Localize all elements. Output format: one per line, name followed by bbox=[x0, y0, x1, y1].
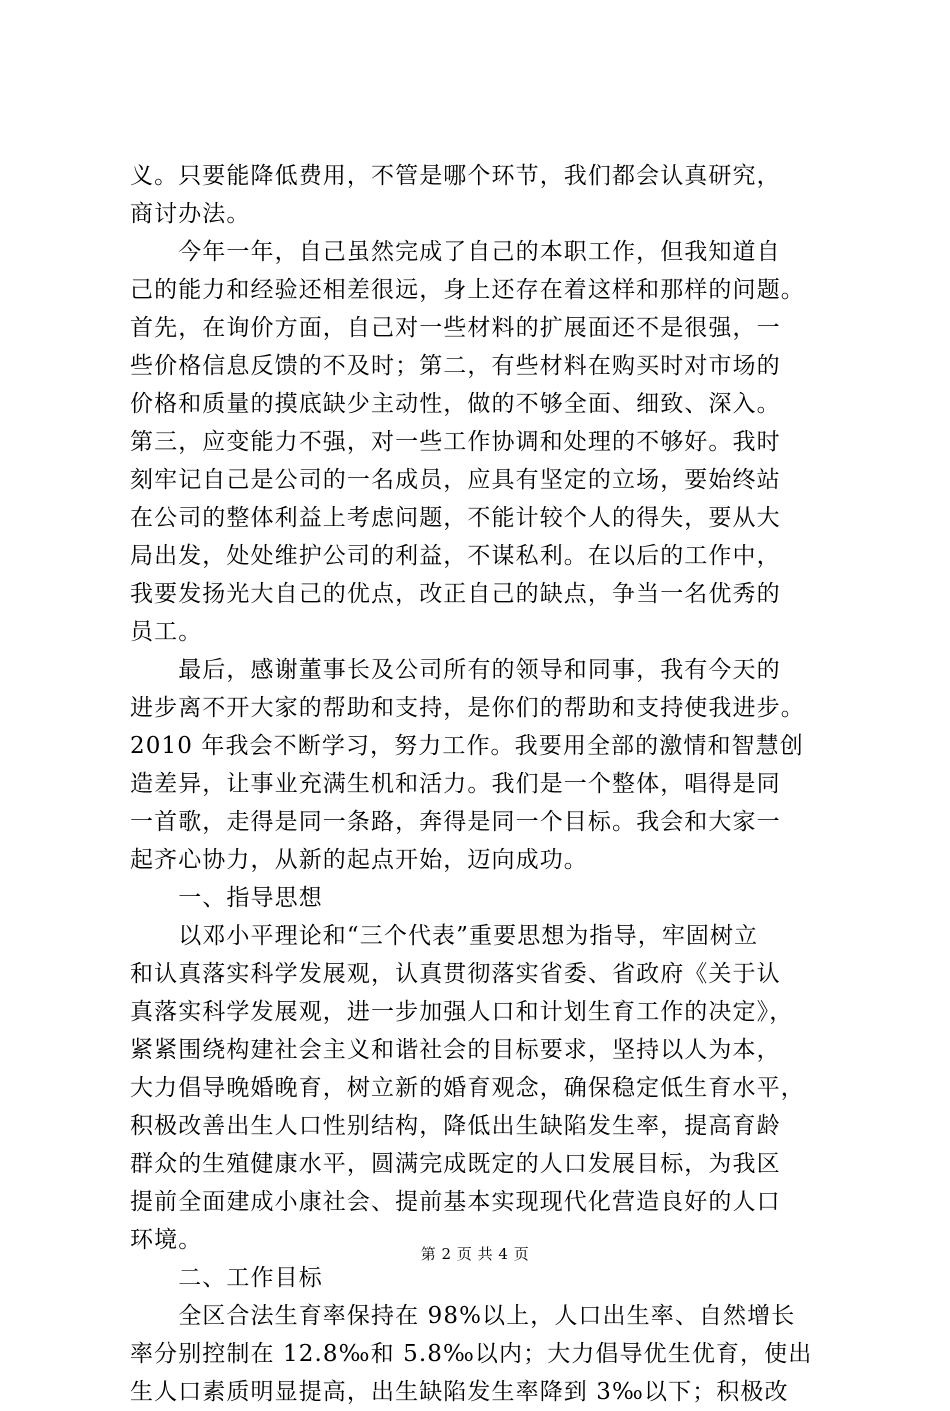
text-line: 局出发，处处维护公司的利益，不谋私利。在以后的工作中， bbox=[130, 543, 781, 569]
text-line: 首先，在询价方面，自己对一些材料的扩展面还不是很强，一 bbox=[130, 315, 781, 341]
text-line: 以邓小平理论和“三个代表”重要思想为指导，牢固树立 bbox=[130, 923, 759, 949]
text-line: 和认真落实科学发展观，认真贯彻落实省委、省政府《关于认 bbox=[130, 961, 781, 987]
text-line: 起齐心协力，从新的起点开始，迈向成功。 bbox=[130, 847, 588, 873]
text-line: 环境。 bbox=[130, 1227, 203, 1253]
text-line: 刻牢记自己是公司的一名成员，应具有坚定的立场，要始终站 bbox=[130, 467, 781, 493]
text-line: 大力倡导晚婚晚育，树立新的婚育观念，确保稳定低生育水平， bbox=[130, 1075, 805, 1101]
text-line: 些价格信息反馈的不及时；第二，有些材料在购买时对市场的 bbox=[130, 353, 781, 379]
body-text bbox=[130, 157, 830, 1411]
text-line: 在公司的整体利益上考虑问题，不能计较个人的得失，要从大 bbox=[130, 505, 781, 531]
text-line: 价格和质量的摸底缺少主动性，做的不够全面、细致、深入。 bbox=[130, 391, 781, 417]
page-footer: 第 2 页 共 4 页 bbox=[420, 1245, 530, 1263]
text-line: 2010 年我会不断学习，努力工作。我要用全部的激情和智慧创 bbox=[130, 733, 804, 759]
text-line: 进步离不开大家的帮助和支持，是你们的帮助和支持使我进步。 bbox=[130, 695, 805, 721]
text-line: 真落实科学发展观，进一步加强人口和计划生育工作的决定》， bbox=[130, 999, 794, 1025]
text-line: 员工。 bbox=[130, 619, 203, 645]
text-line: 全区合法生育率保持在 98%以上，人口出生率、自然增长 bbox=[130, 1303, 796, 1329]
text-line: 造差异，让事业充满生机和活力。我们是一个整体，唱得是同 bbox=[130, 771, 781, 797]
text-line: 群众的生殖健康水平，圆满完成既定的人口发展目标，为我区 bbox=[130, 1151, 781, 1177]
text-line: 我要发扬光大自己的优点，改正自己的缺点，争当一名优秀的 bbox=[130, 581, 781, 607]
text-line: 生人口素质明显提高，出生缺陷发生率降到 3‰以下；积极改 bbox=[130, 1379, 789, 1405]
text-line: 积极改善出生人口性别结构，降低出生缺陷发生率，提高育龄 bbox=[130, 1113, 781, 1139]
text-line: 一首歌，走得是同一条路，奔得是同一个目标。我会和大家一 bbox=[130, 809, 781, 835]
text-line: 义。只要能降低费用，不管是哪个环节，我们都会认真研究， bbox=[130, 163, 781, 189]
text-line: 第三，应变能力不强，对一些工作协调和处理的不够好。我时 bbox=[130, 429, 781, 455]
text-line: 今年一年，自己虽然完成了自己的本职工作，但我知道自 bbox=[130, 239, 781, 265]
text-line: 己的能力和经验还相差很远，身上还存在着这样和那样的问题。 bbox=[130, 277, 805, 303]
text-line: 紧紧围绕构建社会主义和谐社会的目标要求，坚持以人为本， bbox=[130, 1037, 781, 1063]
text-line: 二、工作目标 bbox=[130, 1265, 323, 1291]
text-line: 商讨办法。 bbox=[130, 201, 251, 227]
text-line: 一、指导思想 bbox=[130, 885, 323, 911]
text-line: 最后，感谢董事长及公司所有的领导和同事，我有今天的 bbox=[130, 657, 781, 683]
text-line: 率分别控制在 12.8‰和 5.8‰以内；大力倡导优生优育，使出 bbox=[130, 1341, 813, 1367]
text-line: 提前全面建成小康社会、提前基本实现现代化营造良好的人口 bbox=[130, 1189, 781, 1215]
